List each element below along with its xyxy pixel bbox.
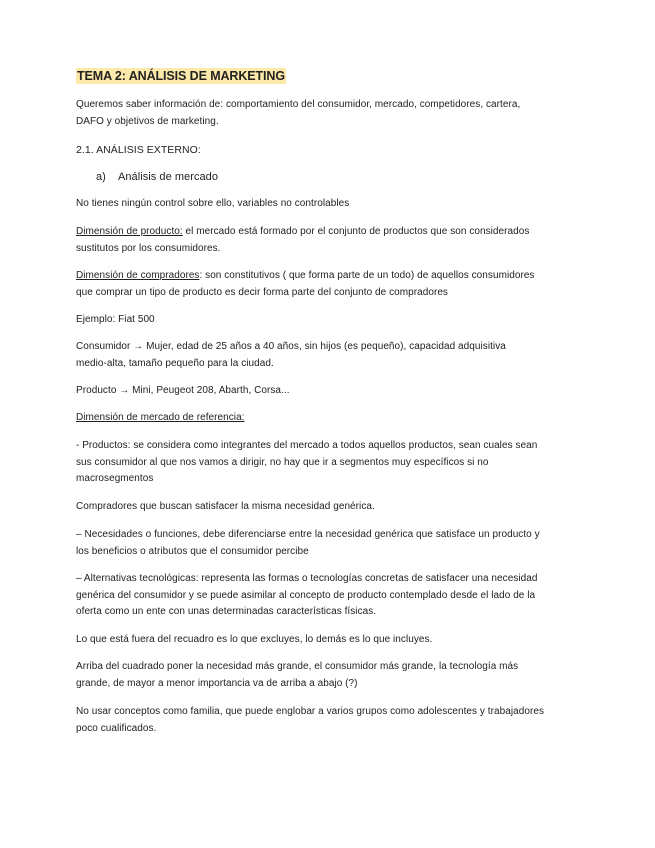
alternativas-line-1: – Alternativas tecnológicas: representa las formas o tecnologías concretas de satisfacer una necesidad [76, 573, 538, 584]
subsection-heading [96, 169, 596, 186]
dimension-referencia-heading: Dimensión de mercado de referencia: [76, 412, 245, 423]
consumidor-line-1: Consumidor → Mujer, edad de 25 años a 40 años, sin hijos (es pequeño), capacidad adquisitiva [76, 341, 506, 352]
subsection-marker: a) [96, 171, 106, 183]
productos-line-1: - Productos: se considera como integrantes del mercado a todos aquellos productos, sean cuales sean [76, 440, 538, 451]
control-paragraph: No tienes ningún control sobre ello, variables no controlables [76, 198, 350, 209]
dimension-compradores-line-2: que comprar un tipo de producto es decir forma parte del conjunto de compradores [76, 286, 448, 298]
dimension-producto-text: el mercado está formado por el conjunto de productos que son considerados [182, 226, 530, 237]
dimension-compradores-term: Dimensión de compradores [76, 270, 200, 281]
intro-line-2: DAFO y objetivos de marketing. [76, 115, 219, 127]
compradores-paragraph: Compradores que buscan satisfacer la misma necesidad genérica. [76, 501, 375, 512]
alternativas-line-2: genérica del consumidor y se puede asimilar al concepto de producto contemplado desde el lado de la [76, 589, 536, 601]
no-usar-line-1: No usar conceptos como familia, que puede englobar a varios grupos como adolescentes y trabajadores [76, 706, 544, 717]
no-usar-paragraph [76, 704, 576, 737]
subsection-label: Análisis de mercado [118, 171, 218, 183]
necesidades-line-1: – Necesidades o funciones, debe diferenciarse entre la necesidad genérica que satisface un producto y [76, 529, 540, 540]
ejemplo-paragraph: Ejemplo: Fiat 500 [76, 314, 155, 325]
intro-paragraph [76, 97, 576, 130]
recuadro-paragraph: Lo que está fuera del recuadro es lo que excluyes, lo demás es lo que incluyes. [76, 634, 433, 645]
productos-line-3: macrosegmentos [76, 473, 154, 484]
productos-line-2: sus consumidor al que nos vamos a dirigir, no hay que ir a segmentos muy específicos si no [76, 456, 489, 468]
dimension-compradores-paragraph [76, 268, 576, 301]
consumidor-line-2: medio-alta, tamaño pequeño para la ciudad. [76, 357, 274, 369]
dimension-producto-paragraph [76, 224, 576, 257]
arriba-line-2: grande, de mayor a menor importancia va de arriba a abajo (?) [76, 677, 358, 689]
alternativas-paragraph [76, 571, 576, 621]
no-usar-line-2: poco cualificados. [76, 722, 157, 734]
dimension-producto-line-2: sustitutos por los consumidores. [76, 242, 221, 254]
section-heading: 2.1. ANÁLISIS EXTERNO: [76, 144, 201, 156]
page-title: TEMA 2: ANÁLISIS DE MARKETING [77, 69, 285, 83]
dimension-producto-term: Dimensión de producto: [76, 226, 183, 237]
productos-paragraph [76, 438, 576, 488]
intro-line-1: Queremos saber información de: comportamiento del consumidor, mercado, competidores, cartera, [76, 99, 521, 110]
consumidor-paragraph [76, 339, 576, 372]
necesidades-line-2: los beneficios o atributos que el consumidor percibe [76, 545, 309, 557]
alternativas-line-3: oferta como un ente con unas determinadas características físicas. [76, 606, 377, 617]
necesidades-paragraph [76, 527, 576, 560]
arriba-line-1: Arriba del cuadrado poner la necesidad más grande, el consumidor más grande, la tecnología más [76, 661, 519, 672]
arriba-paragraph [76, 659, 576, 692]
dimension-compradores-text: : son constitutivos ( que forma parte de un todo) de aquellos consumidores [199, 270, 535, 281]
producto-paragraph: Producto → Mini, Peugeot 208, Abarth, Corsa... [76, 385, 290, 396]
